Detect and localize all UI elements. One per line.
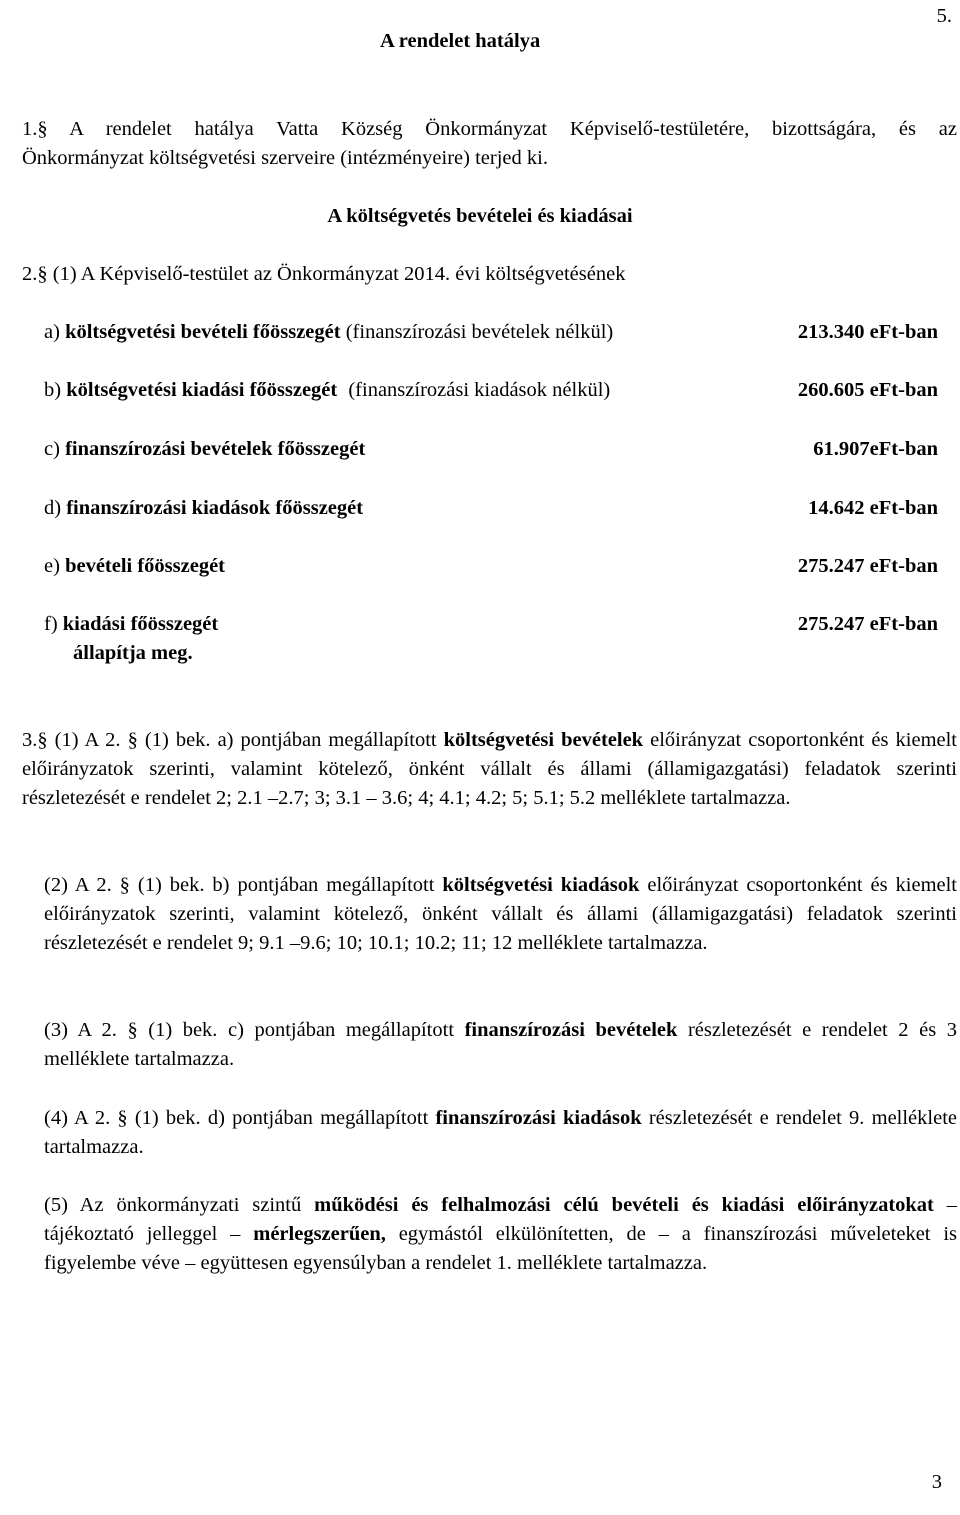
- item-e: [44, 552, 225, 581]
- item-letter: c): [44, 438, 60, 460]
- item-b: [44, 376, 610, 405]
- item-b-value: 260.605 eFt-ban: [797, 379, 938, 401]
- item-label: költségvetési bevételi főösszegét: [65, 321, 341, 343]
- item-label: finanszírozási kiadások főösszegét: [66, 497, 364, 519]
- item-note: (finanszírozási bevételek nélkül): [340, 321, 614, 343]
- paragraph-6-text: (4) A 2. § (1) bek. d) pontjában megállapított: [44, 1107, 436, 1129]
- paragraph-6-rest: részletezését e rendelet 9. melléklete tartalmazza.: [44, 1107, 957, 1158]
- item-letter: d): [44, 497, 62, 519]
- paragraph-3-bold: költségvetési bevételek: [443, 729, 644, 751]
- item-f: [44, 610, 218, 639]
- page-marker-top: 5.: [936, 5, 952, 27]
- item-label: kiadási főösszegét: [62, 613, 219, 635]
- item-a-value: 213.340 eFt-ban: [797, 321, 938, 343]
- paragraph-4: [44, 871, 957, 958]
- paragraph-5-text: (3) A 2. § (1) bek. c) pontjában megállapított: [44, 1019, 465, 1041]
- item-c: [44, 435, 365, 464]
- paragraph-7-mid: – tájékoztató jelleggel –: [44, 1194, 958, 1245]
- paragraph-1-line-1: 1.§ A rendelet hatálya Vatta Község Önkormányzat Képviselő-testületére, bizottságára, és az: [22, 118, 957, 140]
- paragraph-1-line-2: Önkormányzat költségvetési szerveire (intézményeire) terjed ki.: [22, 147, 548, 169]
- paragraph-3-text: 3.§ (1) A 2. § (1) bek. a) pontjában megállapított: [22, 729, 444, 751]
- paragraph-5-bold: finanszírozási bevételek: [464, 1019, 678, 1041]
- paragraph-6: [44, 1104, 957, 1162]
- item-d-value: 14.642 eFt-ban: [808, 497, 938, 519]
- paragraph-7-text: (5) Az önkormányzati szintű: [44, 1194, 315, 1216]
- paragraph-5: [44, 1016, 957, 1074]
- heading-rendelet-hatalya: A rendelet hatálya: [380, 30, 541, 52]
- item-f-value: 275.247 eFt-ban: [797, 613, 938, 635]
- item-letter: e): [44, 555, 60, 577]
- item-note: (finanszírozási kiadások nélkül): [343, 379, 611, 401]
- paragraph-3: [22, 726, 957, 813]
- paragraph-4-text: (2) A 2. § (1) bek. b) pontjában megállapított: [44, 874, 443, 896]
- item-letter: a): [44, 321, 60, 343]
- paragraph-3-rest: előirányzat csoportonként és kiemelt előirányzatok szerinti, valamint kötelező, önként vállalt és állami (államigazgatási) feladatok szerinti részletezését e rendelet 2; 2.1 –2.7; 3; 3.1 – 3.6; 4; 4.1; 4.2; 5; 5.1; 5.2 melléklete tartalmazza.: [22, 729, 957, 809]
- item-label: finanszírozási bevételek főösszegét: [65, 438, 366, 460]
- item-e-value: 275.247 eFt-ban: [797, 555, 938, 577]
- paragraph-7-rest: egymástól elkülönítetten, de – a finanszírozási műveleteket is figyelembe véve – együttesen egyensúlyban a rendelet 1. melléklete tartalmazza.: [44, 1223, 957, 1274]
- items-closing: állapítja meg.: [73, 642, 193, 664]
- paragraph-2-intro: 2.§ (1) A Képviselő-testület az Önkormányzat 2014. évi költségvetésének: [22, 263, 626, 285]
- paragraph-7-bold-2: mérlegszerűen,: [253, 1223, 386, 1245]
- item-c-value: 61.907eFt-ban: [813, 438, 938, 460]
- item-letter: f): [44, 613, 58, 635]
- item-label: bevételi főösszegét: [65, 555, 226, 577]
- item-label: költségvetési kiadási főösszegét: [66, 379, 338, 401]
- item-a: [44, 318, 613, 347]
- item-letter: b): [44, 379, 62, 401]
- page-number: 3: [931, 1471, 942, 1493]
- paragraph-7-bold-1: működési és felhalmozási célú bevételi és kiadási előirányzatokat: [314, 1194, 934, 1216]
- item-d: [44, 494, 363, 523]
- paragraph-5-rest: részletezését e rendelet 2 és 3 melléklete tartalmazza.: [44, 1019, 957, 1070]
- paragraph-7: [44, 1191, 957, 1278]
- paragraph-4-bold: költségvetési kiadások: [442, 874, 640, 896]
- paragraph-6-bold: finanszírozási kiadások: [435, 1107, 642, 1129]
- paragraph-4-rest: előirányzat csoportonként és kiemelt előirányzatok szerinti, valamint kötelező, önként vállalt és állami (államigazgatási) feladatok szerinti részletezését e rendelet 9; 9.1 –9.6; 10; 10.1; 10.2; 11; 12 melléklete tartalmazza.: [44, 874, 958, 954]
- heading-bevetelek-kiadasok: A költségvetés bevételei és kiadásai: [327, 205, 633, 227]
